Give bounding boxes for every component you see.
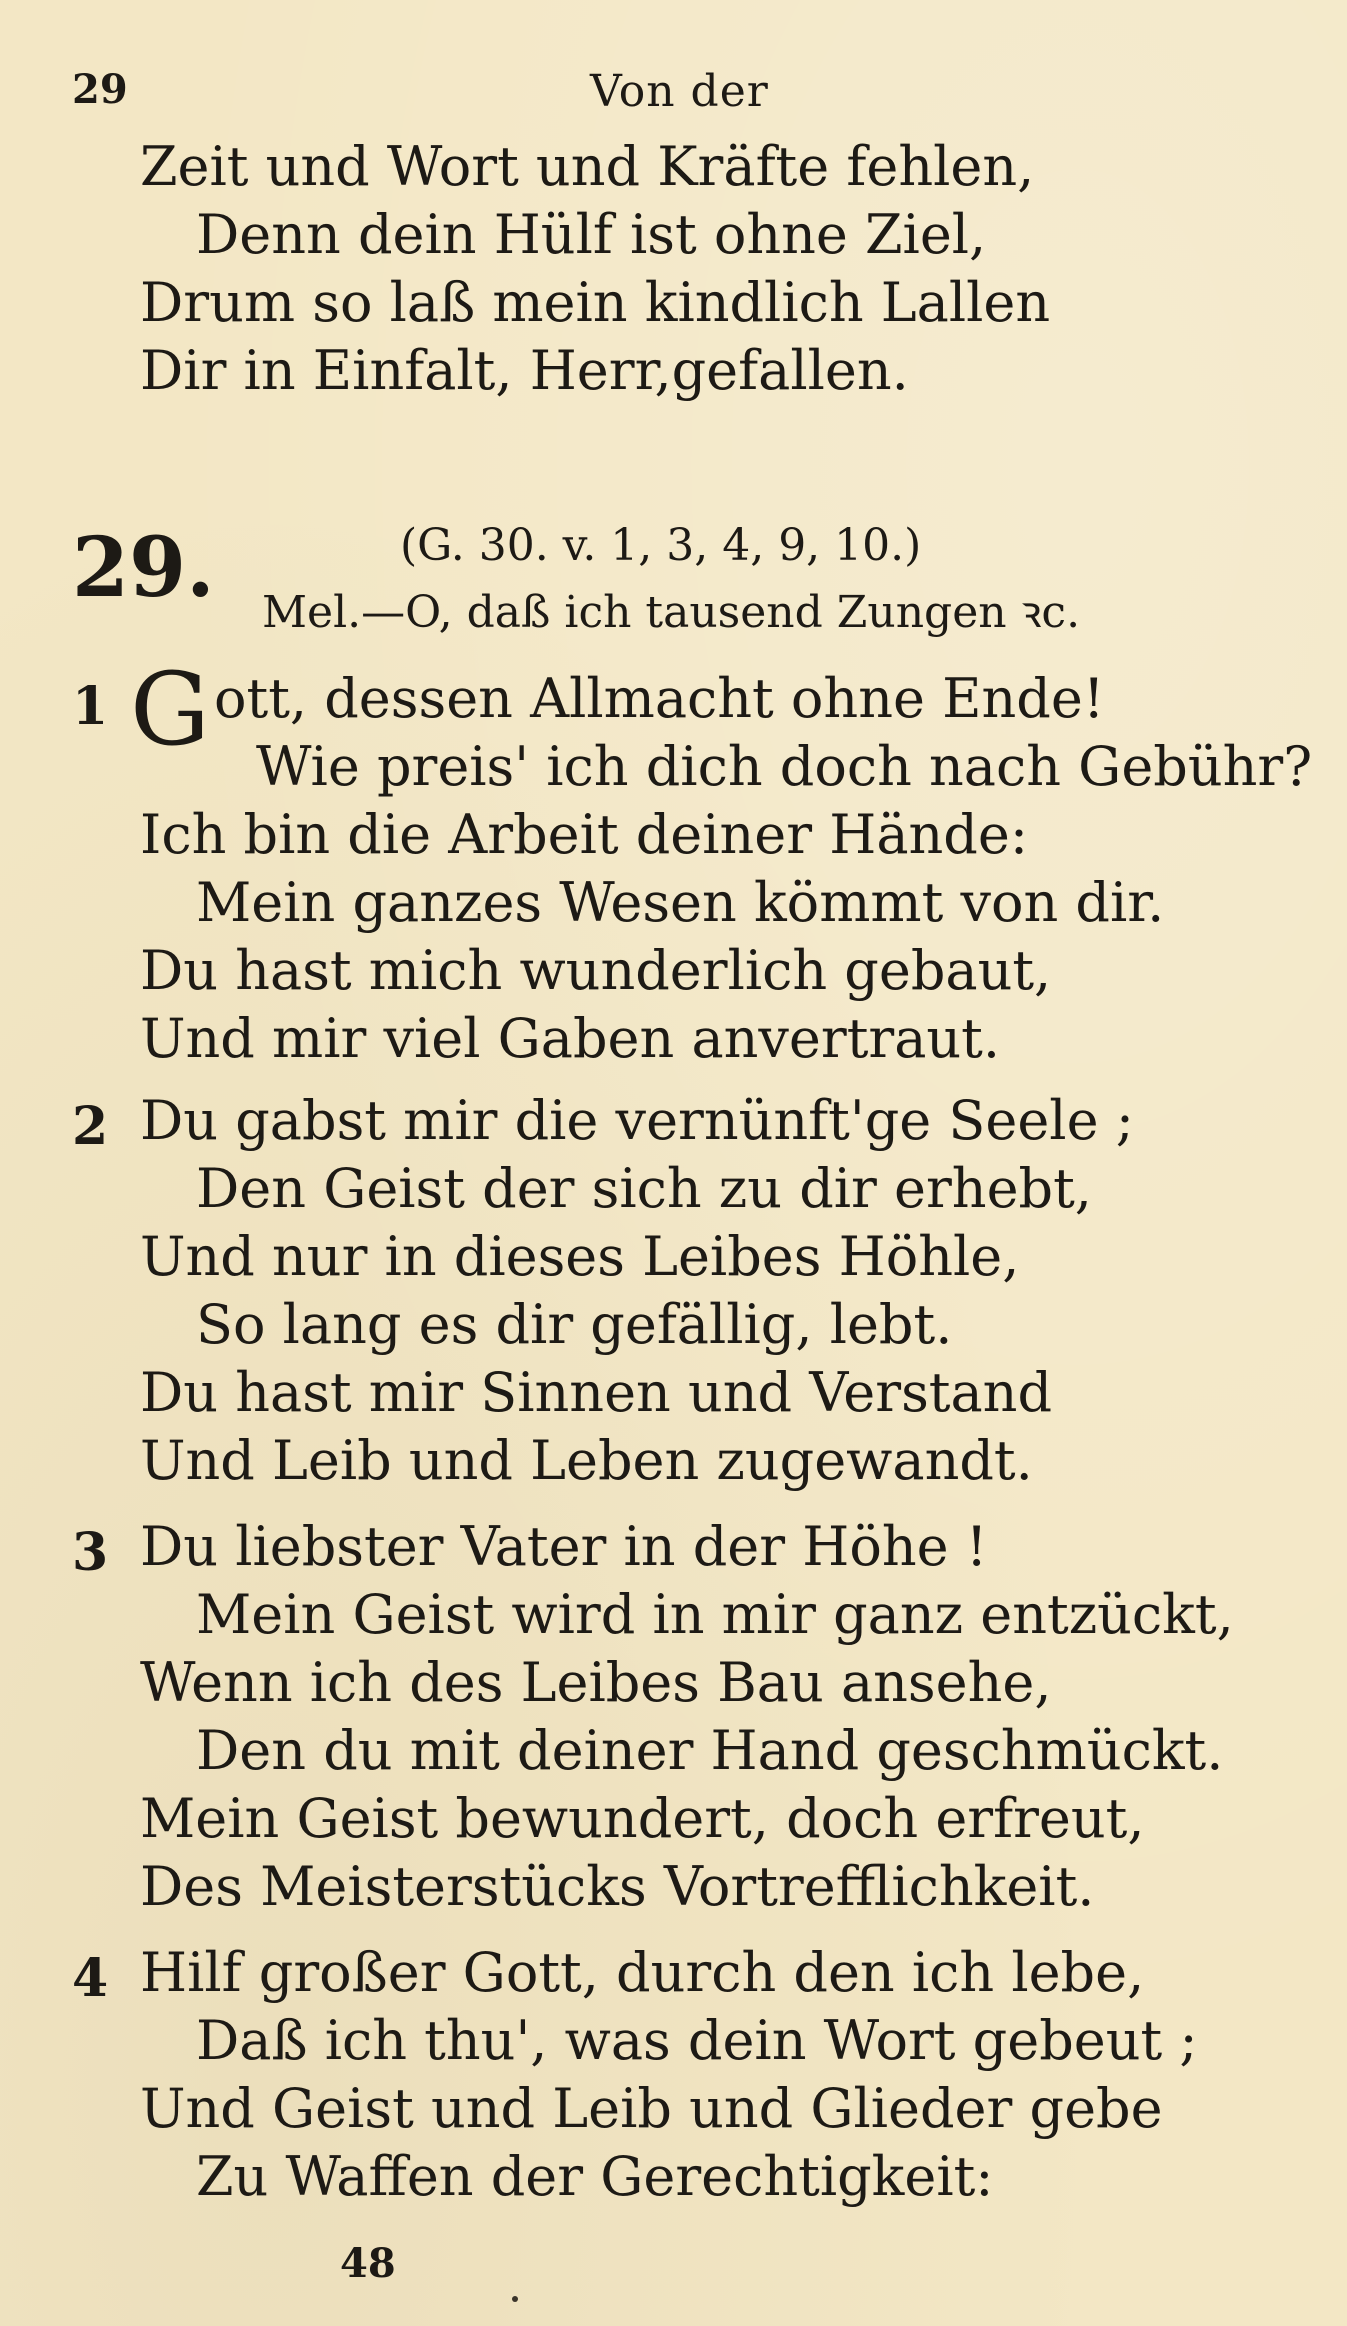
running-title: Von der	[590, 66, 769, 117]
printer-dot	[512, 2296, 518, 2302]
verse-number: 4	[72, 1948, 109, 2009]
poem-line: Und nur in dieses Leibes Höhle,	[140, 1225, 1020, 1288]
poem-line: Du hast mich wunderlich gebaut,	[140, 939, 1052, 1002]
poem-line: Und Geist und Leib und Glieder gebe	[140, 2077, 1163, 2140]
poem-line: Und mir viel Gaben anvertraut.	[140, 1007, 1001, 1070]
poem-line: ott, dessen Allmacht ohne Ende!	[214, 667, 1105, 730]
hymn-melody: Mel.—O, daß ich tausend Zungen ꝛc.	[262, 587, 1081, 638]
poem-line: Zu Waffen der Gerechtigkeit:	[196, 2145, 994, 2208]
poem-line: Drum so laß mein kindlich Lallen	[140, 271, 1051, 334]
poem-line: So lang es dir gefällig, lebt.	[196, 1293, 953, 1356]
poem-line: Zeit und Wort und Kräfte fehlen,	[140, 135, 1035, 198]
verse-number: 2	[72, 1096, 109, 1157]
poem-line: Ich bin die Arbeit deiner Hände:	[140, 803, 1029, 866]
page-number: 29	[72, 66, 128, 113]
poem-line: Denn dein Hülf ist ohne Ziel,	[196, 203, 987, 266]
poem-line: Wenn ich des Leibes Bau ansehe,	[140, 1651, 1052, 1714]
poem-line: Den du mit deiner Hand geschmückt.	[196, 1719, 1224, 1782]
poem-line: Wie preis' ich dich doch nach Gebühr?	[256, 735, 1313, 798]
poem-line: Du liebster Vater in der Höhe !	[140, 1515, 988, 1578]
poem-line: Du hast mir Sinnen und Verstand	[140, 1361, 1053, 1424]
poem-line: Hilf großer Gott, durch den ich lebe,	[140, 1941, 1145, 2004]
poem-line: Du gabst mir die vernünft'ge Seele ;	[140, 1089, 1134, 1152]
poem-line: Mein Geist bewundert, doch erfreut,	[140, 1787, 1145, 1850]
poem-line: Mein Geist wird in mir ganz entzückt,	[196, 1583, 1234, 1646]
hymn-reference: (G. 30. v. 1, 3, 4, 9, 10.)	[400, 520, 922, 571]
poem-line: Und Leib und Leben zugewandt.	[140, 1429, 1033, 1492]
poem-line: Dir in Einfalt, Herr,gefallen.	[140, 339, 909, 402]
verse-number: 1	[72, 676, 109, 737]
drop-cap: G	[130, 651, 210, 768]
poem-line: Den Geist der sich zu dir erhebt,	[196, 1157, 1092, 1220]
poem-line: Des Meisterstücks Vortrefflichkeit.	[140, 1855, 1095, 1918]
verse-number: 3	[72, 1522, 109, 1583]
signature-mark: 48	[340, 2240, 396, 2287]
poem-line: Mein ganzes Wesen kömmt von dir.	[196, 871, 1165, 934]
hymn-number: 29.	[72, 520, 215, 616]
poem-line: Daß ich thu', was dein Wort gebeut ;	[196, 2009, 1198, 2072]
